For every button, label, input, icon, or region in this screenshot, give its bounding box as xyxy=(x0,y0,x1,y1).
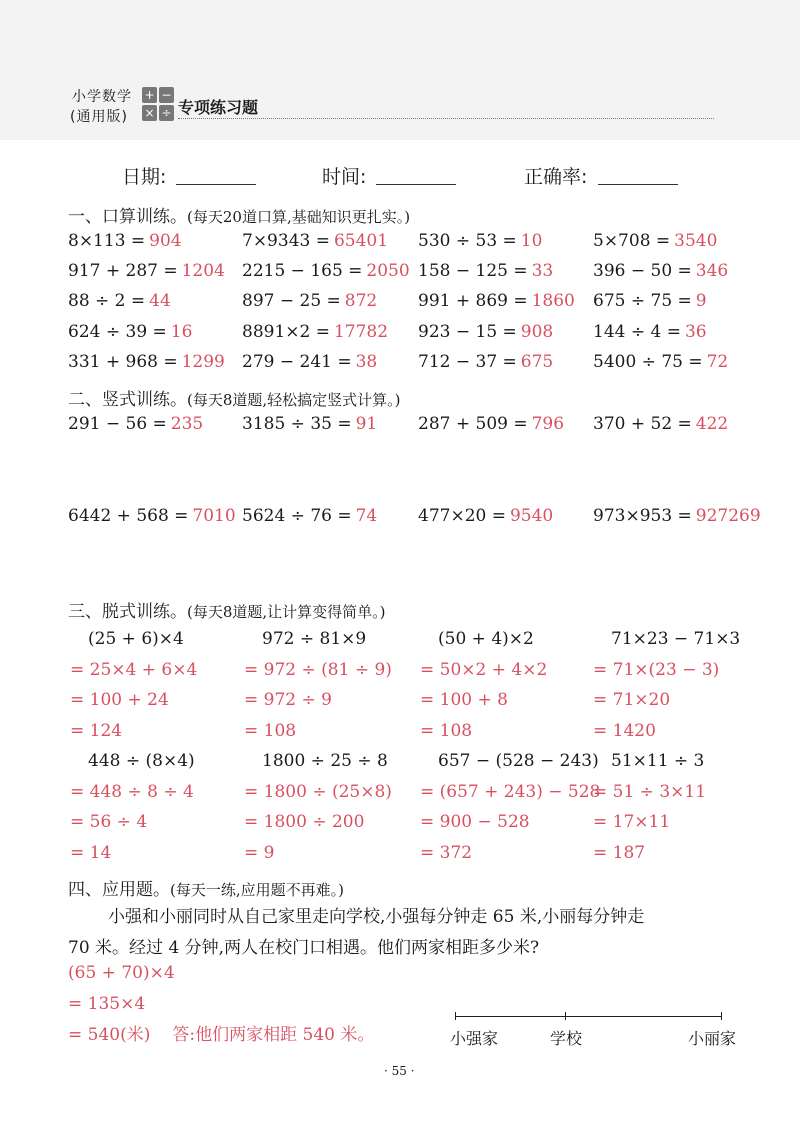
step-expression: 657 − (528 − 243) xyxy=(438,751,599,771)
step-calculation xyxy=(70,746,195,868)
diagram-tick-right xyxy=(721,1012,722,1020)
exercise-item xyxy=(593,322,707,342)
exercise-item xyxy=(242,322,388,342)
exercise-question: 991 + 869 = xyxy=(418,291,528,311)
step-line: = 108 xyxy=(244,720,297,741)
exercise-question: 158 − 125 = xyxy=(418,261,528,281)
exercise-item xyxy=(418,414,564,434)
step-line: = 51 ÷ 3×11 xyxy=(593,781,707,802)
step-expression: (50 + 4)×2 xyxy=(438,629,534,649)
section4-heading xyxy=(68,875,344,900)
step-expression: (25 + 6)×4 xyxy=(88,629,184,649)
exercise-item xyxy=(68,414,203,434)
exercise-answer: 3540 xyxy=(674,231,718,251)
exercise-item xyxy=(418,231,542,251)
exercise-row xyxy=(68,291,748,319)
step-line: = 1420 xyxy=(593,720,656,741)
step-line: = 1800 ÷ 200 xyxy=(244,812,365,832)
exercise-answer: 16 xyxy=(170,322,193,342)
step-line: = 972 ÷ 9 xyxy=(244,690,332,710)
exercise-answer: 9 xyxy=(695,291,707,311)
exercise-answer: 872 xyxy=(344,291,378,311)
exercise-answer: 2050 xyxy=(366,261,410,281)
solution-step: (65 + 70)×4 xyxy=(68,963,175,983)
step-line: = 56 ÷ 4 xyxy=(70,812,148,832)
diagram-tick-middle xyxy=(565,1012,566,1020)
step-line: = 448 ÷ 8 ÷ 4 xyxy=(70,781,194,802)
exercise-answer: 7010 xyxy=(192,506,236,526)
solution-result: = 540(米) xyxy=(68,1025,151,1045)
exercise-answer: 235 xyxy=(170,414,204,434)
step-calculation xyxy=(420,624,547,746)
diagram-tick-left xyxy=(455,1012,456,1020)
exercise-question: 675 ÷ 75 = xyxy=(593,291,692,311)
step-line: = 100 + 8 xyxy=(420,690,508,710)
step-line: = 187 xyxy=(593,842,646,863)
step-line: = 1800 ÷ (25×8) xyxy=(244,781,392,802)
exercise-answer: 10 xyxy=(520,231,543,251)
page-number: · 55 · xyxy=(384,1064,415,1078)
section3-heading xyxy=(68,597,386,622)
section2-heading xyxy=(68,385,401,410)
exercise-item xyxy=(68,291,171,311)
step-line: = 100 + 24 xyxy=(70,690,169,710)
exercise-item xyxy=(68,322,192,342)
answer-sentence: 答:他们两家相距 540 米。 xyxy=(172,1025,375,1045)
step-expression: 1800 ÷ 25 ÷ 8 xyxy=(262,751,388,771)
step-line: = 9 xyxy=(244,842,275,863)
step-line: = 17×11 xyxy=(593,812,671,832)
exercise-question: 291 − 56 = xyxy=(68,414,167,434)
exercise-item xyxy=(418,322,553,342)
time-field[interactable] xyxy=(376,184,456,185)
exercise-item xyxy=(68,261,225,281)
step-calculation xyxy=(70,624,197,746)
exercise-question: 279 − 241 = xyxy=(242,352,352,372)
exercise-answer: 908 xyxy=(520,322,554,342)
word-problem-line1: 小强和小丽同时从自己家里走向学校,小强每分钟走 65 米,小丽每分钟走 xyxy=(108,907,645,927)
exercise-question: 7×9343 = xyxy=(242,231,330,251)
step-expression: 51×11 ÷ 3 xyxy=(611,751,705,771)
exercise-item xyxy=(68,506,236,526)
exercise-answer: 904 xyxy=(149,231,182,251)
exercise-item xyxy=(593,414,728,434)
step-line: = 108 xyxy=(420,720,473,741)
exercise-row xyxy=(68,414,748,442)
exercise-question: 287 + 509 = xyxy=(418,414,528,434)
exercise-item xyxy=(418,506,553,526)
time-label: 时间: xyxy=(322,166,367,188)
exercise-question: 88 ÷ 2 = xyxy=(68,291,146,311)
section2-note: (每天8道题,轻松搞定竖式计算。) xyxy=(187,391,401,409)
step-calculation xyxy=(593,746,706,868)
step-line: = 71×20 xyxy=(593,690,671,710)
step-line: = 124 xyxy=(70,720,123,741)
exercise-question: 5×708 = xyxy=(593,231,671,251)
exercise-item xyxy=(68,352,225,372)
exercise-answer: 1204 xyxy=(181,261,225,281)
exercise-question: 144 ÷ 4 = xyxy=(593,322,681,342)
accuracy-label: 正确率: xyxy=(524,166,588,188)
section2-title: 二、竖式训练。 xyxy=(68,390,187,410)
exercise-row xyxy=(68,231,748,259)
exercise-answer: 17782 xyxy=(333,322,389,342)
step-line: = 71×(23 − 3) xyxy=(593,659,720,680)
exercise-question: 8×113 = xyxy=(68,231,146,251)
times-icon: × xyxy=(142,105,157,121)
exercise-row xyxy=(68,352,748,380)
brand-edition: (通用版) xyxy=(70,109,128,125)
section3-note: (每天8道题,让计算变得简单。) xyxy=(187,603,386,621)
series-title: 专项练习题 xyxy=(178,98,259,117)
exercise-answer: 91 xyxy=(355,414,378,434)
exercise-row xyxy=(68,261,748,289)
exercise-answer: 927269 xyxy=(695,506,761,526)
step-calculation xyxy=(420,746,600,868)
header-rule xyxy=(178,118,714,119)
exercise-answer: 1299 xyxy=(181,352,225,372)
diagram-label-xiaoli-home: 小丽家 xyxy=(688,1029,737,1048)
exercise-question: 5624 ÷ 76 = xyxy=(242,506,352,526)
date-field[interactable] xyxy=(176,184,256,185)
exercise-question: 2215 − 165 = xyxy=(242,261,363,281)
exercise-answer: 72 xyxy=(706,352,729,372)
exercise-row xyxy=(68,322,748,350)
section1-heading xyxy=(68,202,410,227)
step-line: = 972 ÷ (81 ÷ 9) xyxy=(244,659,392,680)
exercise-item xyxy=(593,291,707,311)
exercise-item xyxy=(593,231,717,251)
exercise-question: 331 + 968 = xyxy=(68,352,178,372)
step-line: = (657 + 243) − 528 xyxy=(420,781,601,802)
exercise-question: 923 − 15 = xyxy=(418,322,517,342)
brand-title: 小学数学 xyxy=(72,89,132,105)
exercise-answer: 65401 xyxy=(333,231,389,251)
diagram-label-xiaoqiang-home: 小强家 xyxy=(450,1029,499,1048)
step-expression: 448 ÷ (8×4) xyxy=(88,751,195,771)
step-line: = 14 xyxy=(70,842,112,863)
exercise-answer: 44 xyxy=(149,291,171,311)
exercise-item xyxy=(68,231,182,251)
exercise-question: 917 + 287 = xyxy=(68,261,178,281)
exercise-item xyxy=(242,231,388,251)
step-expression: 71×23 − 71×3 xyxy=(611,629,741,649)
exercise-answer: 38 xyxy=(355,352,378,372)
word-problem-solution xyxy=(68,958,374,1051)
exercise-answer: 675 xyxy=(520,352,554,372)
solution-step: = 135×4 xyxy=(68,994,146,1014)
minus-icon: − xyxy=(159,87,174,103)
operator-icons xyxy=(142,87,174,121)
exercise-row xyxy=(68,506,761,534)
exercise-item xyxy=(242,261,410,281)
exercise-question: 8891×2 = xyxy=(242,322,330,342)
exercise-item xyxy=(242,506,377,526)
exercise-answer: 33 xyxy=(531,261,554,281)
distance-diagram-line xyxy=(455,1016,722,1017)
exercise-question: 712 − 37 = xyxy=(418,352,517,372)
step-line: = 372 xyxy=(420,842,473,863)
exercise-item xyxy=(593,352,728,372)
section1-title: 一、口算训练。 xyxy=(68,207,187,227)
section4-note: (每天一练,应用题不再难。) xyxy=(170,881,344,899)
step-calculation xyxy=(593,624,740,746)
step-calculation xyxy=(244,624,392,746)
plus-icon: + xyxy=(142,87,157,103)
exercise-question: 897 − 25 = xyxy=(242,291,341,311)
word-problem-line2: 70 米。经过 4 分钟,两人在校门口相遇。他们两家相距多少米? xyxy=(68,938,540,958)
step-line: = 25×4 + 6×4 xyxy=(70,659,198,680)
accuracy-field[interactable] xyxy=(598,184,678,185)
exercise-answer: 36 xyxy=(684,322,707,342)
exercise-item xyxy=(242,414,377,434)
exercise-question: 396 − 50 = xyxy=(593,261,692,281)
section4-title: 四、应用题。 xyxy=(68,880,170,900)
date-label: 日期: xyxy=(122,166,167,188)
exercise-item xyxy=(593,506,761,526)
exercise-item xyxy=(242,291,377,311)
step-calculation xyxy=(244,746,392,868)
exercise-question: 5400 ÷ 75 = xyxy=(593,352,703,372)
exercise-item xyxy=(418,261,553,281)
diagram-label-school: 学校 xyxy=(550,1029,583,1048)
step-line: = 900 − 528 xyxy=(420,812,530,832)
section3-title: 三、脱式训练。 xyxy=(68,602,187,622)
exercise-item xyxy=(418,352,553,372)
exercise-question: 477×20 = xyxy=(418,506,506,526)
exercise-question: 370 + 52 = xyxy=(593,414,692,434)
exercise-question: 624 ÷ 39 = xyxy=(68,322,167,342)
exercise-question: 3185 ÷ 35 = xyxy=(242,414,352,434)
exercise-question: 6442 + 568 = xyxy=(68,506,189,526)
section1-note: (每天20道口算,基础知识更扎实。) xyxy=(187,208,411,226)
exercise-answer: 346 xyxy=(695,261,729,281)
exercise-answer: 796 xyxy=(531,414,565,434)
exercise-question: 973×953 = xyxy=(593,506,692,526)
exercise-answer: 74 xyxy=(355,506,378,526)
exercise-answer: 9540 xyxy=(509,506,554,526)
exercise-item xyxy=(593,261,728,281)
exercise-answer: 1860 xyxy=(531,291,575,311)
exercise-item xyxy=(242,352,377,372)
exercise-question: 530 ÷ 53 = xyxy=(418,231,517,251)
solution-step xyxy=(68,1020,374,1051)
step-line: = 50×2 + 4×2 xyxy=(420,659,548,680)
exercise-item xyxy=(418,291,575,311)
step-expression: 972 ÷ 81×9 xyxy=(262,629,367,649)
exercise-answer: 422 xyxy=(695,414,729,434)
divide-icon: ÷ xyxy=(159,105,174,121)
